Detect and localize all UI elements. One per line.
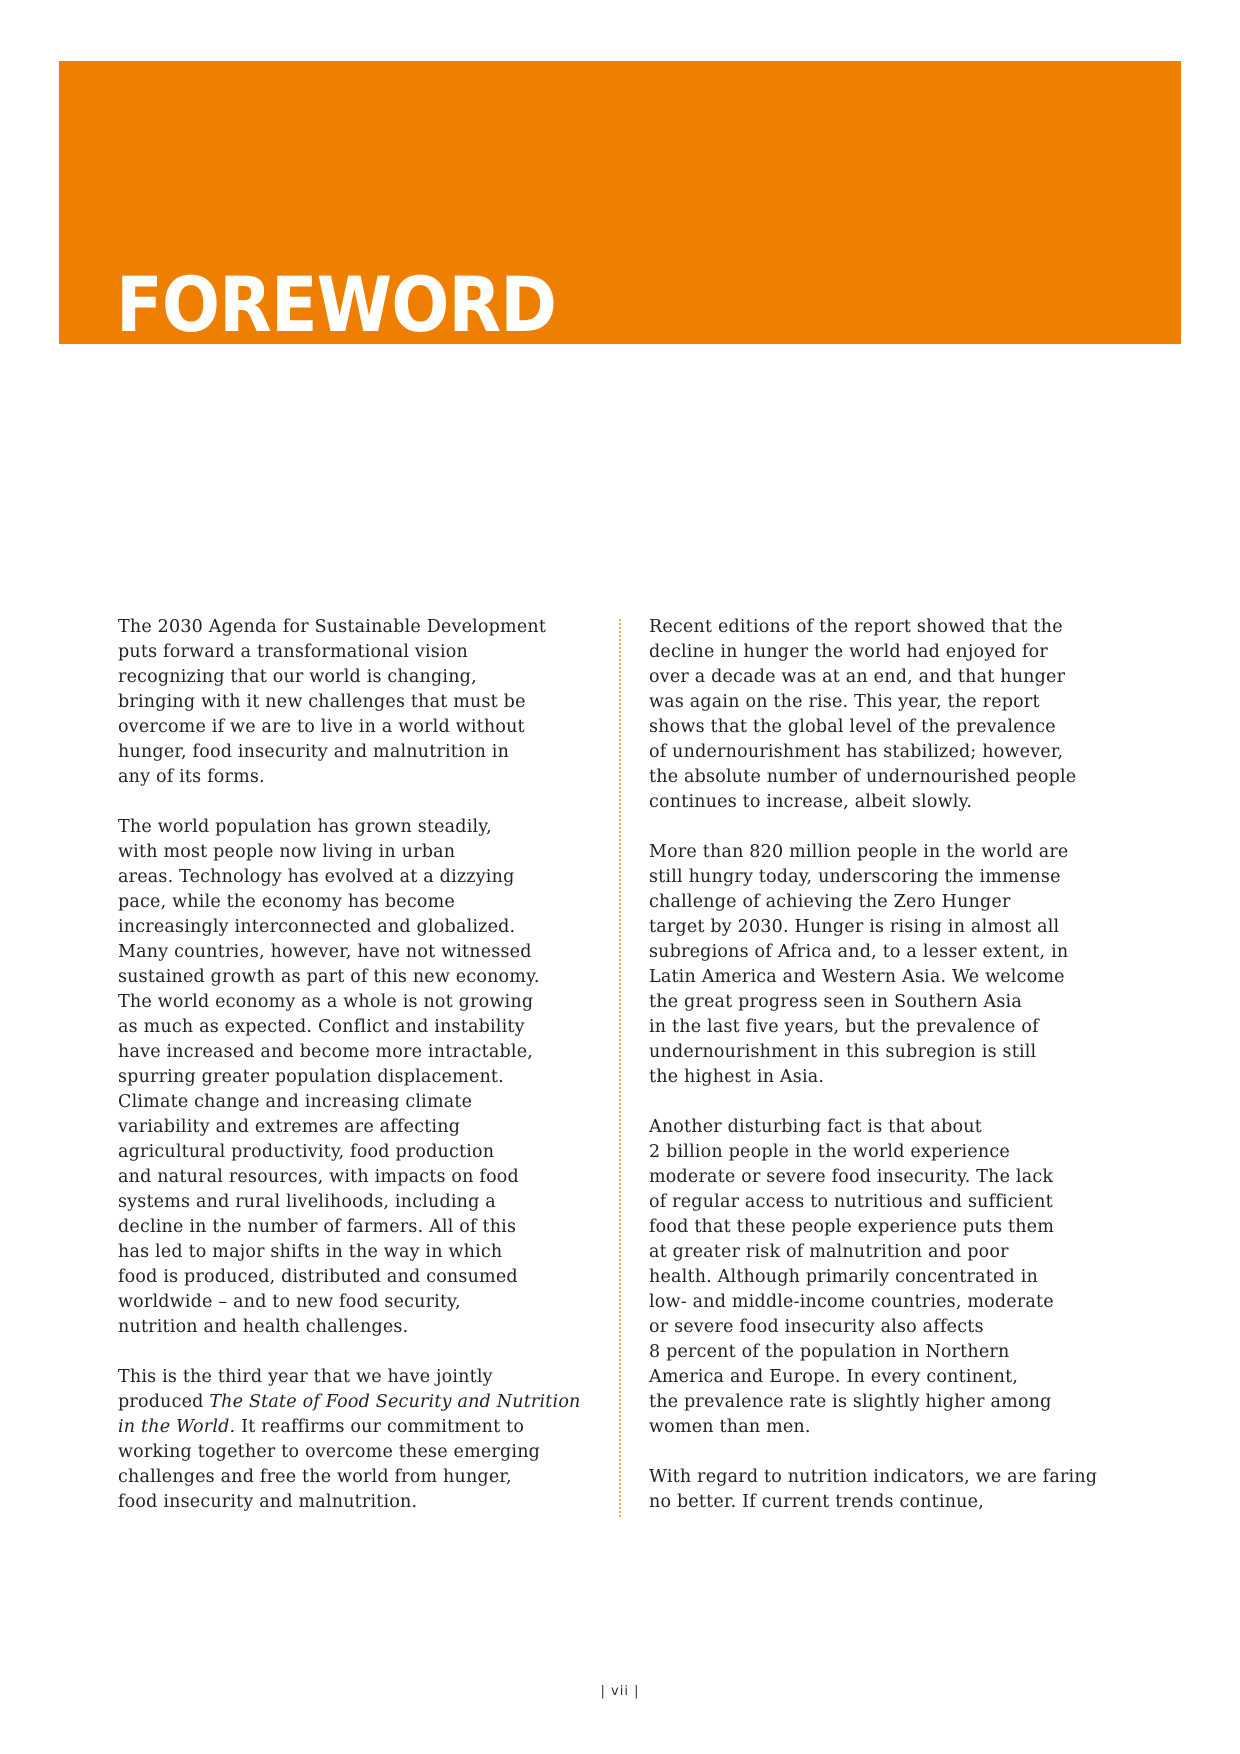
report-title-italic: in the World.	[118, 1417, 236, 1437]
text-line: shows that the global level of the prevalence	[649, 717, 1056, 737]
text-line: the prevalence rate is slightly higher among	[649, 1392, 1052, 1412]
text-line: recognizing that our world is changing,	[118, 667, 477, 687]
text-line: food is produced, distributed and consumed	[118, 1267, 518, 1287]
text-line: or severe food insecurity also affects	[649, 1317, 984, 1337]
paragraph	[118, 815, 586, 1340]
text-line: have increased and become more intractable,	[118, 1042, 534, 1062]
text-line: 8 percent of the population in Northern	[649, 1342, 1010, 1362]
text-fragment: produced	[118, 1392, 210, 1412]
text-line: puts forward a transformational vision	[118, 642, 468, 662]
text-line: health. Although primarily concentrated in	[649, 1267, 1038, 1287]
paragraph	[649, 1465, 1119, 1515]
page-number: | vii |	[600, 1684, 640, 1699]
text-line: no better. If current trends continue,	[649, 1492, 984, 1512]
text-line: sustained growth as part of this new economy.	[118, 967, 540, 987]
text-line: The world population has grown steadily,	[118, 817, 492, 837]
text-line: over a decade was at an end, and that hunger	[649, 667, 1066, 687]
text-line: moderate or severe food insecurity. The lack	[649, 1167, 1054, 1187]
text-line: increasingly interconnected and globalized.	[118, 917, 516, 937]
text-line: More than 820 million people in the world are	[649, 842, 1069, 862]
text-line: continues to increase, albeit slowly.	[649, 792, 973, 812]
paragraph	[649, 615, 1119, 815]
text-line: decline in hunger the world had enjoyed for	[649, 642, 1048, 662]
text-line: working together to overcome these emerging	[118, 1442, 541, 1462]
text-line: This is the third year that we have jointly	[118, 1367, 493, 1387]
text-line: at greater risk of malnutrition and poor	[649, 1242, 1009, 1262]
report-title-italic: The State of Food Security and Nutrition	[209, 1392, 581, 1412]
left-column	[118, 615, 586, 1540]
text-line: systems and rural livelihoods, including a	[118, 1192, 496, 1212]
text-line: of undernourishment has stabilized; however,	[649, 742, 1064, 762]
right-column	[649, 615, 1119, 1540]
text-line	[118, 1415, 586, 1440]
text-line: variability and extremes are affecting	[118, 1117, 461, 1137]
text-line: was again on the rise. This year, the report	[649, 692, 1040, 712]
text-line: subregions of Africa and, to a lesser extent, in	[649, 942, 1069, 962]
text-line: areas. Technology has evolved at a dizzying	[118, 867, 515, 887]
paragraph	[649, 840, 1119, 1090]
paragraph	[649, 1115, 1119, 1440]
text-line: undernourishment in this subregion is still	[649, 1042, 1037, 1062]
text-line: has led to major shifts in the way in which	[118, 1242, 503, 1262]
text-line: Climate change and increasing climate	[118, 1092, 473, 1112]
text-line: bringing with it new challenges that must be	[118, 692, 526, 712]
text-line: Another disturbing fact is that about	[649, 1117, 982, 1137]
text-line: overcome if we are to live in a world without	[118, 717, 525, 737]
text-line: as much as expected. Conflict and instability	[118, 1017, 525, 1037]
text-line: Many countries, however, have not witnessed	[118, 942, 532, 962]
text-line: of regular access to nutritious and sufficient	[649, 1192, 1053, 1212]
text-line: in the last five years, but the prevalence of	[649, 1017, 1039, 1037]
text-line: Latin America and Western Asia. We welcome	[649, 967, 1065, 987]
text-line: With regard to nutrition indicators, we are faring	[649, 1467, 1098, 1487]
column-divider	[619, 619, 621, 1517]
text-line: with most people now living in urban	[118, 842, 456, 862]
text-line: target by 2030. Hunger is rising in almost all	[649, 917, 1060, 937]
text-line: spurring greater population displacement.	[118, 1067, 504, 1087]
text-line: America and Europe. In every continent,	[649, 1367, 1019, 1387]
text-line: food that these people experience puts them	[649, 1217, 1055, 1237]
paragraph	[118, 615, 586, 790]
text-line	[118, 1390, 586, 1415]
text-line: the absolute number of undernourished people	[649, 767, 1077, 787]
text-line: hunger, food insecurity and malnutrition in	[118, 742, 510, 762]
text-line: the great progress seen in Southern Asia	[649, 992, 1022, 1012]
text-line: challenge of achieving the Zero Hunger	[649, 892, 1011, 912]
text-line: worldwide – and to new food security,	[118, 1292, 461, 1312]
text-line: pace, while the economy has become	[118, 892, 455, 912]
text-line: women than men.	[649, 1417, 811, 1437]
text-line: decline in the number of farmers. All of this	[118, 1217, 517, 1237]
text-line: and natural resources, with impacts on food	[118, 1167, 519, 1187]
text-line: agricultural productivity, food production	[118, 1142, 495, 1162]
text-line: the highest in Asia.	[649, 1067, 825, 1087]
text-line: low- and middle-income countries, moderate	[649, 1292, 1054, 1312]
text-line: The 2030 Agenda for Sustainable Development	[118, 617, 547, 637]
text-line: challenges and free the world from hunger,	[118, 1467, 512, 1487]
text-line: nutrition and health challenges.	[118, 1317, 409, 1337]
text-line: Recent editions of the report showed that the	[649, 617, 1063, 637]
text-line: The world economy as a whole is not growing	[118, 992, 534, 1012]
paragraph	[118, 1365, 586, 1515]
text-line: food insecurity and malnutrition.	[118, 1492, 418, 1512]
text-line: any of its forms.	[118, 767, 265, 787]
text-fragment: It reaffirms our commitment to	[235, 1417, 525, 1437]
text-line: still hungry today, underscoring the immense	[649, 867, 1061, 887]
page-title: FOREWORD	[116, 260, 557, 349]
text-line: 2 billion people in the world experience	[649, 1142, 1010, 1162]
